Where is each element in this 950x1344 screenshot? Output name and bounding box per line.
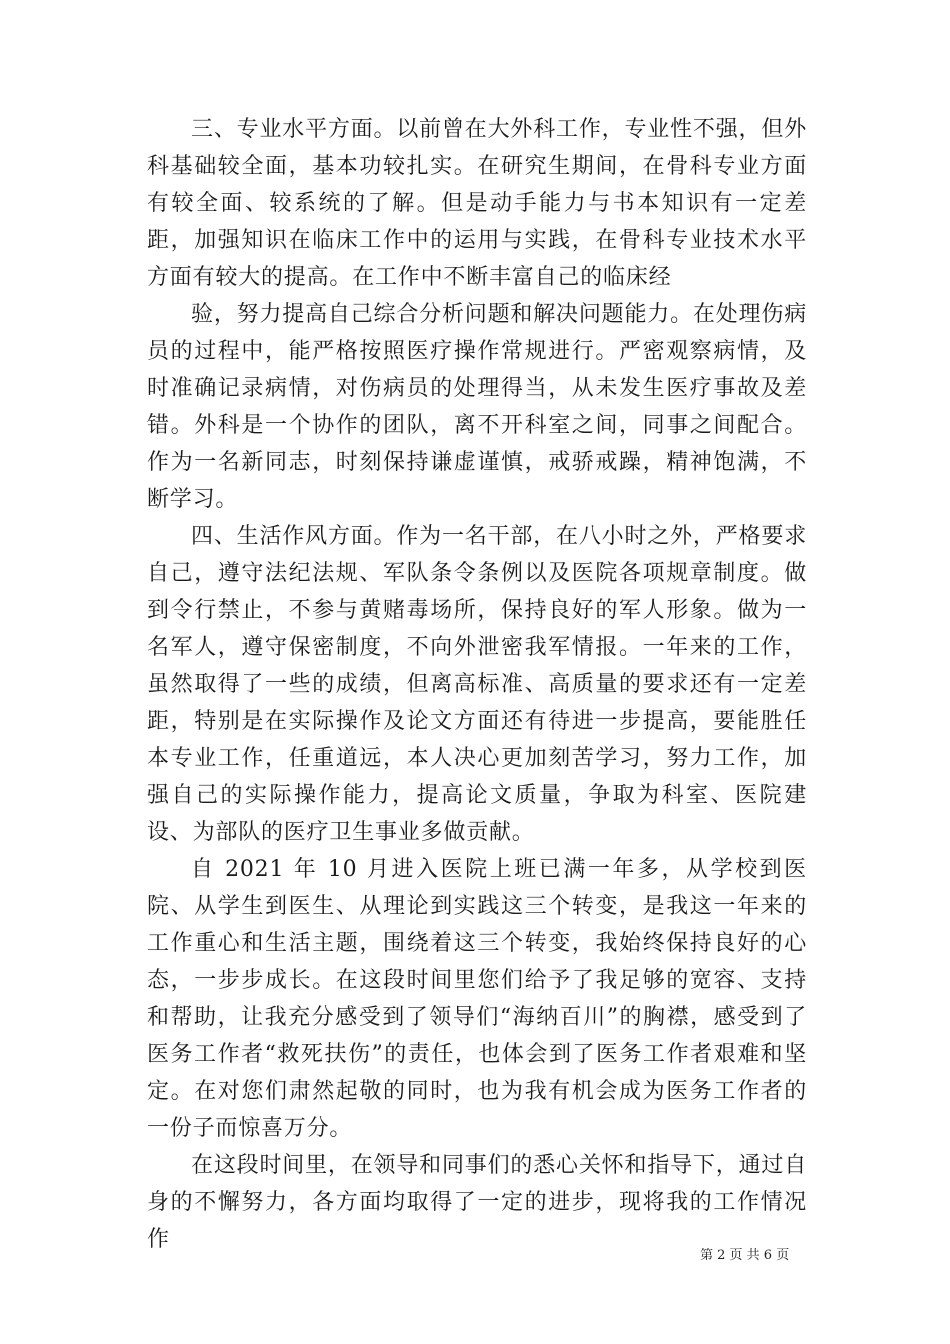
document-body [147, 111, 807, 1258]
paragraph-clinical-experience: 验，努力提高自己综合分析问题和解决问题能力。在处理伤病员的过程中，能严格按照医疗操作常规进行。严密观察病情，及时准确记录病情，对伤病员的处理得当，从未发生医疗事故及差错。外科是一个协作的团队，离不开科室之间，同事之间配合。作为一名新同志，时刻保持谦虚谨慎，戒骄戒躁，精神饱满，不断学习。 [147, 302, 807, 512]
paragraph-progress: 在这段时间里，在领导和同事们的悉心关怀和指导下，通过自身的不懈努力，各方面均取得了一定的进步，现将我的工作情况作 [147, 1153, 807, 1252]
paragraph-lifestyle-conduct: 四、生活作风方面。作为一名干部，在八小时之外，严格要求自己，遵守法纪法规、军队条令条例以及医院各项规章制度。做到令行禁止，不参与黄赌毒场所，保持良好的军人形象。做为一名军人，遵守保密制度，不向外泄密我军情报。一年来的工作，虽然取得了一些的成绩，但离高标准、高质量的要求还有一定差距，特别是在实际操作及论文方面还有待进一步提高，要能胜任本专业工作，任重道远，本人决心更加刻苦学习，努力工作，加强自己的实际操作能力，提高论文质量，争取为科室、医院建设、为部队的医疗卫生事业多做贡献。 [147, 524, 807, 845]
paragraph-hospital-year: 自 2021 年 10 月进入医院上班已满一年多，从学校到医院、从学生到医生、从理论到实践这三个转变，是我这一年来的工作重心和生活主题，围绕着这三个转变，我始终保持良好的心态，一步步成长。在这段时间里您们给予了我足够的宽容、支持和帮助，让我充分感受到了领导们“海纳百川”的胸襟，感受到了医务工作者“救死扶伤”的责任，也体会到了医务工作者艰难和坚定。在对您们肃然起敬的同时，也为我有机会成为医务工作者的一份子而惊喜万分。 [147, 857, 807, 1141]
paragraph-professional-level: 三、专业水平方面。以前曾在大外科工作，专业性不强，但外科基础较全面，基本功较扎实。在研究生期间，在骨科专业方面有较全面、较系统的了解。但是动手能力与书本知识有一定差距，加强知识在临床工作中的运用与实践，在骨科专业技术水平方面有较大的提高。在工作中不断丰富自己的临床经 [147, 117, 807, 290]
page-number-footer: 第 2 页 共 6 页 [700, 1248, 790, 1263]
